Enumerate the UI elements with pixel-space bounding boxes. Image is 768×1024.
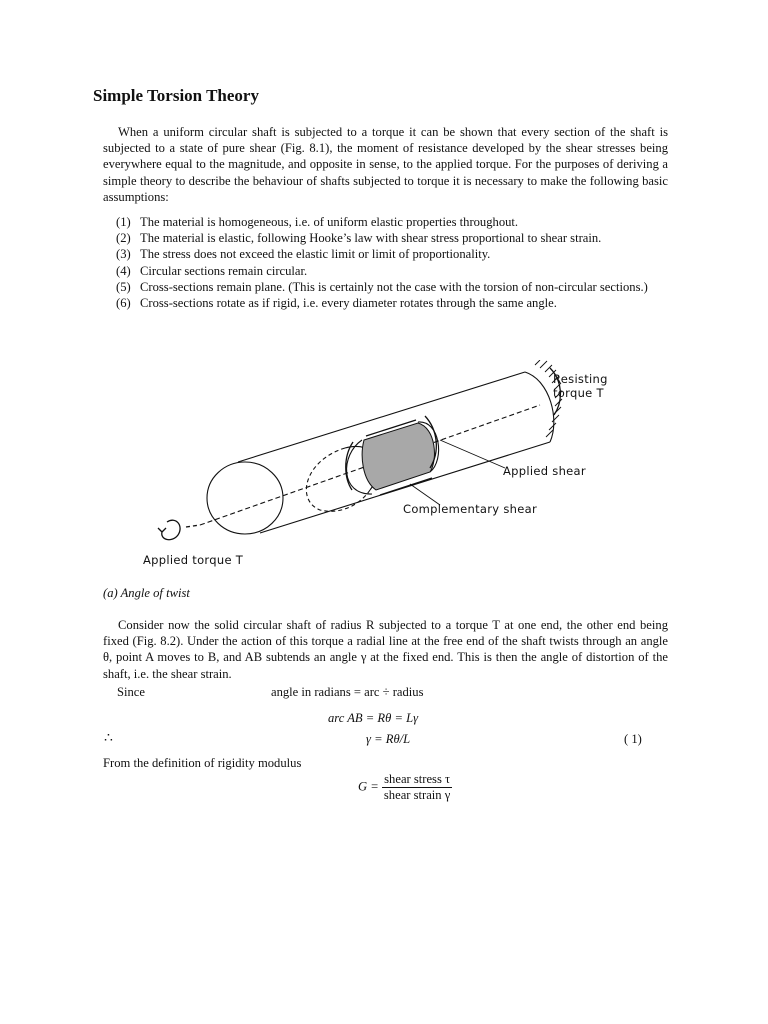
list-item (116, 295, 668, 311)
subsection-prefix: (a) (103, 586, 118, 600)
list-item-text: Cross-sections remain plane. (This is certainly not the case with the torsion of non-circular sections.) (140, 279, 648, 294)
list-item (116, 246, 668, 262)
applied-shear-leader (440, 440, 505, 468)
list-item-text: Cross-sections rotate as if rigid, i.e. every diameter rotates through the same angle. (140, 296, 557, 311)
gamma-equation (366, 732, 410, 747)
rigidity-fraction (382, 772, 452, 803)
right-end-ellipse (525, 372, 554, 442)
since-equation: angle in radians = arc ÷ radius (271, 685, 424, 699)
list-item-text: The material is elastic, following Hooke’s law with shear stress proportional to shear strain. (140, 231, 602, 246)
list-item (116, 230, 668, 246)
assumptions-list (116, 214, 668, 311)
intro-text: When a uniform circular shaft is subjected to a torque it can be shown that every section of the shaft is subjected to a state of pure shear (Fig. 8.1), the moment of resistance developed by the shear stresses being everywhere equal to the magnitude, and opposite in sense, to the applied torque. For the purposes of deriving a simple theory to describe the behaviour of shafts subjected to torque it is necessary to make the following basic assumptions: (103, 125, 668, 204)
list-item-number: (4) (116, 263, 131, 278)
body-text: Consider now the solid circular shaft of radius R subjected to a torque T at one end, the other end being fixed (Fig. 8.2). Under the action of this torque a radial line at the free end of the shaft twists through an angle θ, point A moves to B, and AB subtends an angle γ at the fixed end. This is then the angle of distortion of the shaft, i.e. the shear strain. (103, 618, 668, 681)
rigidity-numerator: shear stress τ (382, 772, 452, 788)
arc-equation-text: arc AB = Rθ = Lγ (328, 711, 419, 725)
rigidity-lhs: G = (358, 779, 379, 794)
list-item-text: Circular sections remain circular. (140, 263, 308, 278)
list-item (116, 263, 668, 279)
list-item (116, 279, 668, 295)
list-item-number: (5) (116, 279, 131, 294)
rigidity-equation (358, 772, 452, 803)
list-item-number: (2) (116, 231, 131, 246)
since-label: Since (117, 685, 145, 699)
applied-torque-label: Applied torque T (143, 553, 244, 567)
list-item-number: (3) (116, 247, 131, 262)
shear-element (362, 423, 434, 490)
intro-paragraph (103, 124, 668, 205)
list-item-text: The material is homogeneous, i.e. of uniform elastic properties throughout. (140, 215, 519, 229)
resisting-torque-label-line2: torque T (553, 386, 604, 400)
list-item (116, 214, 668, 230)
arc-equation (328, 711, 418, 726)
equation-number: ( 1) (624, 732, 642, 746)
complementary-shear-label: Complementary shear (403, 502, 537, 516)
resisting-torque-label (553, 372, 608, 400)
subsection-heading (103, 586, 190, 601)
list-item-text: The stress does not exceed the elastic limit or limit of proportionality. (140, 247, 491, 262)
resisting-torque-label-line1: Resisting (553, 372, 608, 386)
list-item-number: (1) (116, 215, 131, 229)
body-paragraph (103, 617, 668, 682)
left-end-circle (207, 462, 283, 534)
therefore-symbol: ∴ (104, 731, 113, 746)
applied-torque-arrow (158, 520, 200, 540)
page-title: Simple Torsion Theory (93, 86, 259, 105)
subsection-title: Angle of twist (120, 586, 190, 600)
list-item-number: (6) (116, 296, 131, 311)
rigidity-denominator: shear strain γ (383, 788, 451, 802)
rigidity-intro: From the definition of rigidity modulus (103, 756, 302, 770)
gamma-equation-text: γ = Rθ/L (366, 732, 411, 746)
applied-shear-label: Applied shear (503, 464, 586, 478)
